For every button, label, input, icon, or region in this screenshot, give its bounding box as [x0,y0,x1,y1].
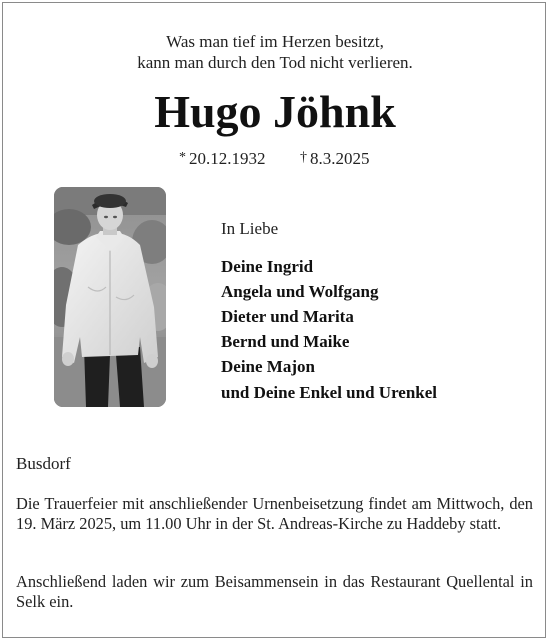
motto-line-1: Was man tief im Herzen besitzt, [166,32,384,51]
deceased-name: Hugo Jöhnk [154,86,396,137]
birth-star-icon: * [179,150,186,165]
family-member: Angela und Wolfgang [221,282,379,301]
family-member: Deine Majon [221,357,315,376]
birth-date-value: 20.12.1932 [189,149,266,168]
death-date [300,148,370,169]
reception-info-paragraph: Anschließend laden wir zum Beisammensein in das Restaurant Quellental in Selk ein. [16,572,533,611]
portrait-photo [54,187,166,407]
family-member: und Deine Enkel und Urenkel [221,383,438,402]
funeral-info-paragraph: Die Trauerfeier mit anschließender Urnenbeisetzung findet am Mittwoch, den 19. März 2025, um 11.00 Uhr in der St. Andreas-Kirche zu Haddeby statt. [16,494,533,533]
death-date-value: 8.3.2025 [310,149,370,168]
death-cross-icon: † [300,150,307,165]
family-member: Deine Ingrid [221,257,314,276]
birth-date [179,148,266,169]
motto-line-2: kann man durch den Tod nicht verlieren. [137,53,413,72]
family-member: Bernd und Maike [221,332,350,351]
family-member: Dieter und Marita [221,307,354,326]
family-intro: In Liebe [221,219,279,238]
place-name: Busdorf [16,454,71,473]
